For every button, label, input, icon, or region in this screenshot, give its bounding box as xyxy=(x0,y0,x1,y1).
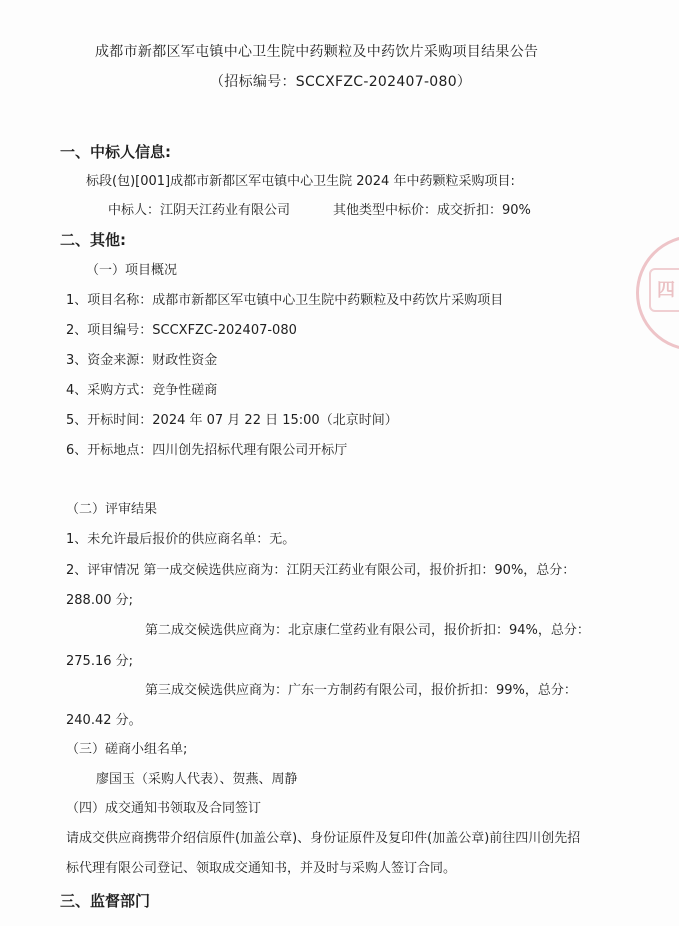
winner-line: 中标人：江阴天江药业有限公司 xyxy=(108,203,291,218)
section-3-heading: 三、监督部门 xyxy=(60,892,151,910)
item-opening-time: 5、开标时间：2024 年 07 月 22 日 15:00（北京时间） xyxy=(66,413,398,428)
notice-line-1: 请成交供应商携带介绍信原件(加盖公章)、身份证原件及复印件(加盖公章)前往四川创先招 xyxy=(66,831,581,846)
subsection-review-result: （二）评审结果 xyxy=(66,502,158,517)
winning-price: 其他类型中标价：成交折扣：90% xyxy=(333,203,531,218)
item-opening-location: 6、开标地点：四川创先招标代理有限公司开标厅 xyxy=(66,443,348,458)
item-project-number: 2、项目编号：SCCXFZC-202407-080 xyxy=(66,323,297,338)
item-fund-source: 3、资金来源：财政性资金 xyxy=(66,353,218,368)
item-project-name: 1、项目名称：成都市新都区军屯镇中心卫生院中药颗粒及中药饮片采购项目 xyxy=(66,293,504,308)
review-candidate-3: 第三成交候选供应商为：广东一方制药有限公司，报价折扣：99%，总分： xyxy=(145,683,577,698)
section-1-heading: 一、中标人信息: xyxy=(60,143,171,161)
review-candidate-1: 2、评审情况 第一成交候选供应商为：江阴天江药业有限公司，报价折扣：90%，总分： xyxy=(66,563,576,578)
subsection-notice-contract: （四）成交通知书领取及合同签订 xyxy=(66,801,262,816)
subsection-project-overview: （一）项目概况 xyxy=(86,263,178,278)
review-candidate-3-score: 240.42 分。 xyxy=(66,713,142,728)
review-candidate-2: 第二成交候选供应商为：北京康仁堂药业有限公司，报价折扣：94%，总分： xyxy=(145,623,590,638)
panel-members: 廖国玉（采购人代表）、贺燕、周静 xyxy=(96,772,298,787)
seal-text: 四 xyxy=(657,280,675,301)
lot-line: 标段(包)[001]成都市新都区军屯镇中心卫生院 2024 年中药颗粒采购项目: xyxy=(86,174,515,189)
section-2-heading: 二、其他: xyxy=(60,231,126,249)
official-seal xyxy=(636,235,679,351)
review-candidate-1-score: 288.00 分; xyxy=(66,593,133,608)
doc-subtitle: （招标编号：SCCXFZC-202407-080） xyxy=(210,74,472,90)
notice-line-2: 标代理有限公司登记、领取成交通知书，并及时与采购人签订合同。 xyxy=(66,861,457,876)
doc-title: 成都市新都区军屯镇中心卫生院中药颗粒及中药饮片采购项目结果公告 xyxy=(95,44,539,60)
review-no-final-offer: 1、未允许最后报价的供应商名单：无。 xyxy=(66,532,296,547)
subsection-panel-list: （三）磋商小组名单; xyxy=(66,742,188,757)
item-procurement-method: 4、采购方式：竞争性磋商 xyxy=(66,383,218,398)
review-candidate-2-score: 275.16 分; xyxy=(66,654,133,669)
